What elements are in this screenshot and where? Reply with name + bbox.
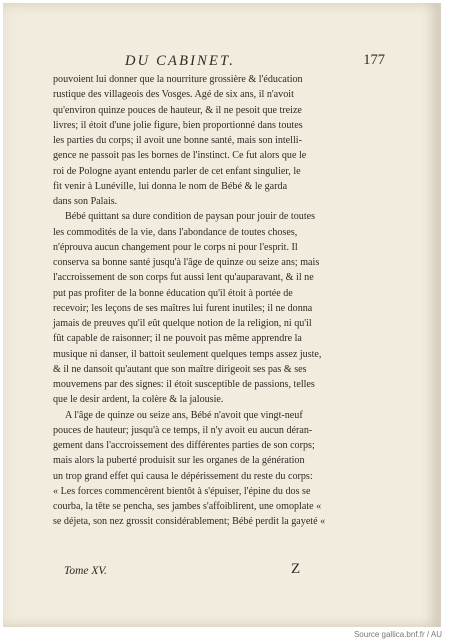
- text-line: que le desir ardent, la colère & la jalousie.: [53, 394, 224, 406]
- body-text: [53, 72, 385, 530]
- text-line: mais alors la puberté produisit sur les organes de la génération: [53, 455, 305, 467]
- page-number: 177: [363, 52, 385, 68]
- source-credit: Source gallica.bnf.fr / AU: [353, 630, 442, 639]
- text-line: gence ne passoit pas les bornes de l'instinct. Ce fut alors que le: [53, 150, 307, 162]
- text-line: « Les forces commencèrent bientôt à s'épuiser, l'épine du dos se: [53, 485, 311, 497]
- text-line: pouvoient lui donner que la nourriture grossière & l'éducation: [53, 74, 303, 85]
- text-line: & il ne dansoit qu'autant que son maître dirigeoit ses pas & ses: [53, 363, 307, 375]
- text-line: fût capable de raisonner; il ne pouvoit pas même apprendre la: [53, 333, 302, 345]
- text-line: dans son Palais.: [53, 196, 118, 207]
- text-line: pouces de hauteur; jusqu'à ce temps, il n'y avoit eu aucun déran-: [53, 424, 313, 436]
- text-line: livres; il étoit d'une jolie figure, bien proportionné dans toutes: [53, 119, 303, 131]
- text-line: rustique des villageois des Vosges. Agé de six ans, il n'avoit: [53, 89, 294, 101]
- text-line: mouvemens par des signes: il étoit susceptible de passions, telles: [53, 379, 315, 390]
- book-page: [3, 3, 441, 627]
- text-line: se déjeta, son nez grossit considérablement; Bébé perdit la gayeté «: [53, 516, 326, 528]
- text-line: courba, la tête se pencha, ses jambes s'affoiblirent, une omoplate «: [53, 501, 322, 512]
- text-line: put pas profiter de la bonne éducation qu'il étoit à portée de: [53, 287, 293, 299]
- signature-mark: Z: [291, 561, 301, 577]
- text-line: gement dans l'accroissement des différentes parties de son corps;: [53, 440, 315, 451]
- text-line: recevoir; les leçons de ses maîtres lui furent inutiles; il ne donna: [53, 302, 313, 314]
- text-line: fit venir à Lunéville, lui donna le nom de Bébé & le garda: [53, 180, 288, 192]
- text-line: un trop grand effet qui causa le dépérissement du reste du corps:: [53, 470, 313, 482]
- text-line: l'accroissement de son corps fut aussi lent qu'auparavant, & il ne: [53, 272, 314, 284]
- text-line: n'éprouva aucun changement pour le corps ni pour l'esprit. Il: [53, 241, 298, 253]
- paragraph-start-line: A l'âge de quinze ou seize ans, Bébé n'avoit que vingt-neuf: [65, 409, 303, 421]
- running-head: DU CABINET.: [125, 53, 236, 69]
- text-line: les commodités de la vie, dans l'abondance de toutes choses,: [53, 226, 298, 238]
- volume-label: Tome XV.: [64, 565, 107, 577]
- text-line: les parties du corps; il avoit une bonne santé, mais son intelli-: [53, 135, 302, 146]
- text-line: conserva sa bonne santé jusqu'à l'âge de quinze ou seize ans; mais: [53, 257, 320, 268]
- text-line: roi de Pologne ayant entendu parler de cet enfant singulier, le: [53, 165, 301, 177]
- text-line: musique ni danser, il battoit seulement quelques temps assez juste,: [53, 348, 322, 360]
- text-line: jamais de preuves qu'il eût quelque notion de la religion, ni qu'il: [53, 318, 312, 329]
- text-line: qu'environ quinze pouces de hauteur, & il ne pesoit que treize: [53, 104, 302, 116]
- paragraph-start-line: Bébé quittant sa dure condition de paysan pour jouir de toutes: [65, 211, 316, 223]
- page-header: [75, 53, 385, 73]
